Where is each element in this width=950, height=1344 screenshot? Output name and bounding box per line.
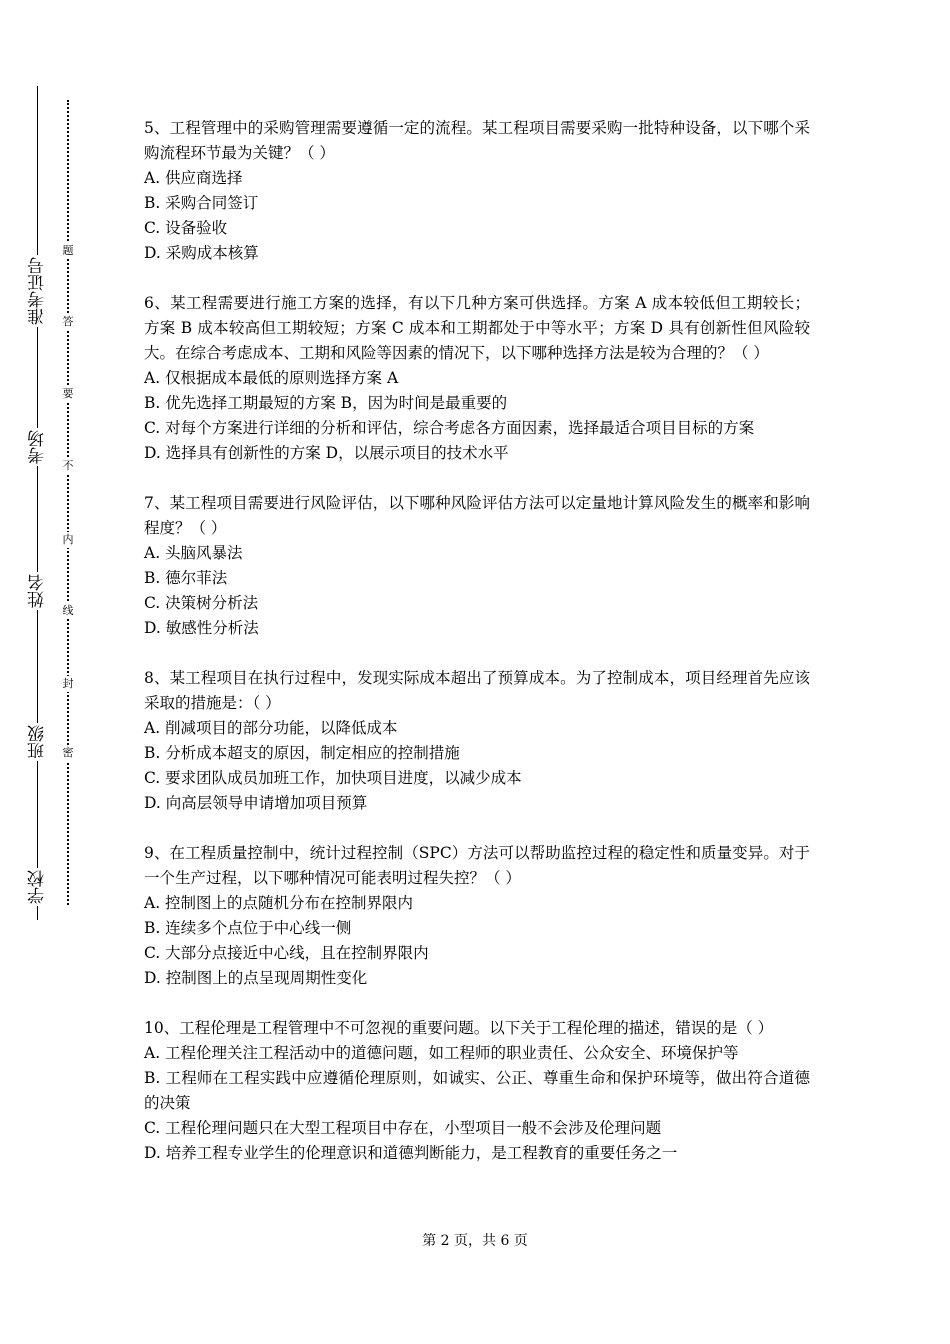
option-a: A. 削减项目的部分功能，以降低成本 xyxy=(144,719,398,737)
question-stem: 5、工程管理中的采购管理需要遵循一定的流程。某工程项目需要采购一批特种设备，以下哪个采购流程环节最为关键？（ ） xyxy=(144,119,810,162)
seal-char: 要 xyxy=(58,386,78,402)
option-c: C. 要求团队成员加班工作，加快项目进度，以减少成本 xyxy=(144,769,522,787)
seal-char: 密 xyxy=(58,745,78,761)
binding-label-class: 班级 xyxy=(20,723,56,761)
option-b: B. 分析成本超支的原因，制定相应的控制措施 xyxy=(144,744,460,762)
question-stem: 8、某工程项目在执行过程中，发现实际成本超出了预算成本。为了控制成本，项目经理首先应该采取的措施是：（ ） xyxy=(144,669,810,712)
binding-label-school: 学校 xyxy=(20,868,56,906)
question-stem: 7、某工程项目需要进行风险评估，以下哪种风险评估方法可以定量地计算风险发生的概率和影响程度？（ ） xyxy=(144,494,810,537)
option-d: D. 敏感性分析法 xyxy=(144,619,259,637)
question-7 xyxy=(144,491,810,641)
seal-char: 内 xyxy=(58,532,78,548)
question-9 xyxy=(144,841,810,991)
option-c: C. 决策树分析法 xyxy=(144,594,259,612)
option-c: C. 对每个方案进行详细的分析和评估，综合考虑各方面因素，选择最适合项目目标的方案 xyxy=(144,419,755,437)
option-a: A. 头脑风暴法 xyxy=(144,544,243,562)
option-a: A. 仅根据成本最低的原则选择方案 A xyxy=(144,369,399,387)
option-c: C. 工程伦理问题只在大型工程项目中存在，小型项目一般不会涉及伦理问题 xyxy=(144,1119,662,1137)
option-b: B. 工程师在工程实践中应遵循伦理原则，如诚实、公正、尊重生命和保护环境等，做出符合道德的决策 xyxy=(144,1069,810,1112)
question-list xyxy=(144,116,810,1191)
binding-label-ticket-number: 准考证号 xyxy=(20,255,56,327)
seal-char: 不 xyxy=(58,458,78,474)
question-6 xyxy=(144,291,810,466)
option-d: D. 控制图上的点呈现周期性变化 xyxy=(144,969,368,987)
seal-char: 封 xyxy=(58,676,78,692)
option-a: A. 工程伦理关注工程活动中的道德问题，如工程师的职业责任、公众安全、环境保护等 xyxy=(144,1044,739,1062)
option-b: B. 优先选择工期最短的方案 B，因为时间是最重要的 xyxy=(144,394,508,412)
seal-char: 答 xyxy=(58,314,78,330)
option-c: C. 大部分点接近中心线，且在控制界限内 xyxy=(144,944,429,962)
option-d: D. 培养工程专业学生的伦理意识和道德判断能力，是工程教育的重要任务之一 xyxy=(144,1144,678,1162)
seal-char: 线 xyxy=(58,603,78,619)
option-b: B. 德尔菲法 xyxy=(144,569,228,587)
question-8 xyxy=(144,666,810,816)
binding-solid-line xyxy=(37,86,38,920)
question-stem: 6、某工程需要进行施工方案的选择，有以下几种方案可供选择。方案 A 成本较低但工期较长；方案 B 成本较高但工期较短；方案 C 成本和工期都处于中等水平；方案 D 具有创新性但风险较大。在综合考虑成本、工期和风险等因素的情况下，以下哪种选择方法是较为合理的？（ ） xyxy=(144,294,810,362)
binding-label-name: 姓名 xyxy=(20,572,56,610)
seal-char: 题 xyxy=(58,243,78,259)
option-d: D. 向高层领导申请增加项目预算 xyxy=(144,794,368,812)
option-b: B. 连续多个点位于中心线一侧 xyxy=(144,919,352,937)
option-a: A. 控制图上的点随机分布在控制界限内 xyxy=(144,894,414,912)
option-b: B. 采购合同签订 xyxy=(144,194,259,212)
question-stem: 9、在工程质量控制中，统计过程控制（SPC）方法可以帮助监控过程的稳定性和质量变异。对于一个生产过程，以下哪种情况可能表明过程失控？（ ） xyxy=(144,844,810,887)
option-d: D. 选择具有创新性的方案 D，以展示项目的技术水平 xyxy=(144,444,509,462)
option-a: A. 供应商选择 xyxy=(144,169,243,187)
option-c: C. 设备验收 xyxy=(144,219,228,237)
binding-label-exam-room: 考场 xyxy=(20,428,56,466)
question-stem: 10、工程伦理是工程管理中不可忽视的重要问题。以下关于工程伦理的描述，错误的是（ ） xyxy=(144,1019,774,1037)
page-number: 第 2 页，共 6 页 xyxy=(422,1233,528,1249)
binding-dotted-line xyxy=(67,100,69,905)
question-5 xyxy=(144,116,810,266)
option-d: D. 采购成本核算 xyxy=(144,244,259,262)
question-10 xyxy=(144,1016,810,1166)
